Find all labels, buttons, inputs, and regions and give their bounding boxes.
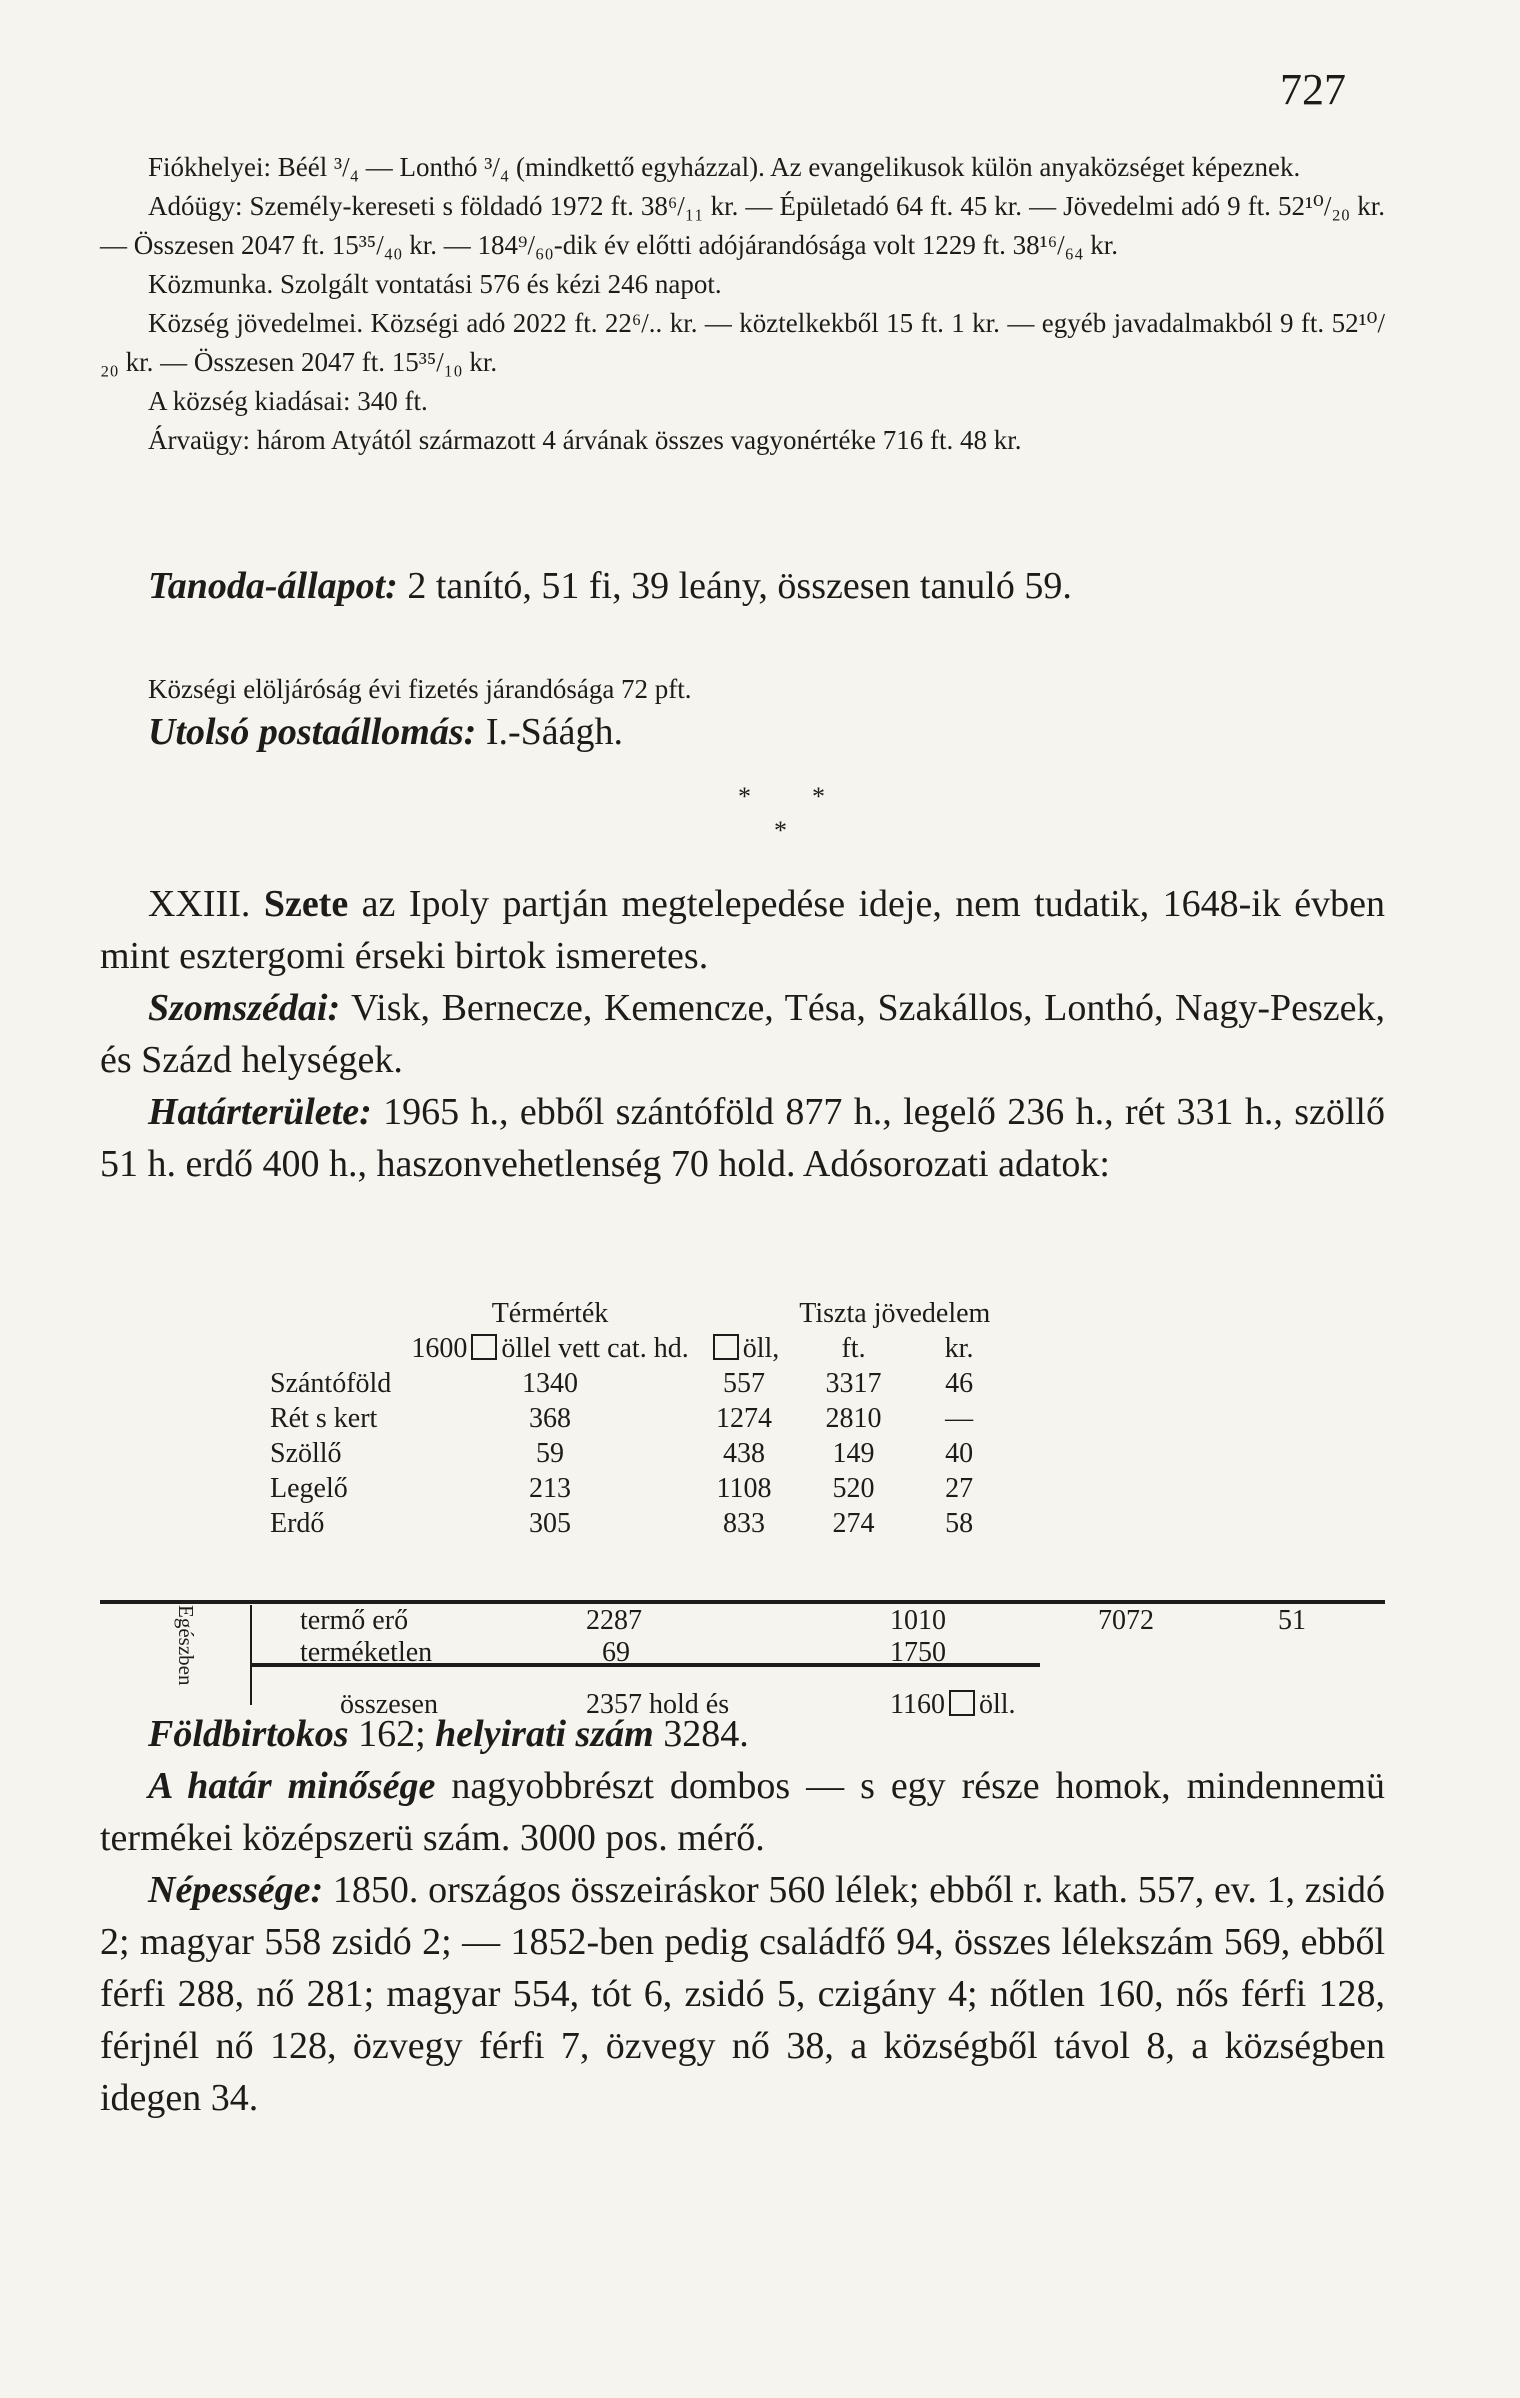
osszesen-oll-word: öll. xyxy=(978,1689,1016,1720)
row-kr: — xyxy=(945,1402,974,1434)
header-termertek: Térmérték xyxy=(491,1297,609,1329)
row-kr: 27 xyxy=(945,1472,974,1504)
row-kr: 58 xyxy=(945,1507,974,1539)
tanoda-head: Tanoda-állapot: xyxy=(148,565,398,607)
square-unit-icon xyxy=(471,1334,497,1360)
tanoda-text: 2 tanító, 51 fi, 39 leány, összesen tanuló 59. xyxy=(397,565,1072,607)
row-hold: 59 xyxy=(536,1437,564,1469)
osszesen-hold-word: hold és xyxy=(649,1689,730,1720)
land-table xyxy=(260,1296,1000,1541)
row-hold: 305 xyxy=(529,1507,571,1539)
vertical-label-text: Egészben xyxy=(174,1605,198,1686)
table-subheader-row xyxy=(260,1331,1000,1366)
star: * xyxy=(774,816,787,845)
termo-hold: 2287 xyxy=(586,1605,642,1636)
kozmunka-line: Közmunka. Szolgált vontatási 576 és kézi 246 napot. xyxy=(148,269,722,299)
row-ft: 274 xyxy=(832,1507,875,1539)
helyirati-head: helyirati szám xyxy=(435,1713,654,1755)
table-header-row xyxy=(260,1296,1000,1331)
eloljarosag-line xyxy=(100,670,1385,709)
row-name: Szöllő xyxy=(270,1437,342,1469)
posta-head: Utolsó postaállomás: xyxy=(148,711,477,753)
foldbirtokos-num: 162; xyxy=(348,1713,436,1755)
szomszedai-head: Szomszédai: xyxy=(148,987,341,1029)
row-ft: 149 xyxy=(832,1437,875,1469)
section-paragraph xyxy=(100,878,1385,1190)
osszesen-oll: 1160 xyxy=(890,1689,945,1720)
row-ft: 520 xyxy=(832,1472,875,1504)
star: * xyxy=(738,782,751,811)
kozseg-kiadasai-line: A község kiadásai: 340 ft. xyxy=(148,386,428,416)
section-name: Szete xyxy=(263,883,349,925)
tanoda-paragraph xyxy=(100,560,1385,612)
nepesseg-head: Népessége: xyxy=(148,1869,324,1911)
row-name: Erdő xyxy=(270,1507,325,1539)
kozseg-jovedelmei-line: Község jövedelmei. Községi adó 2022 ft. 22⁶/.. kr. — köztelkekből 15 ft. 1 kr. — egyéb javadalmakból 9 ft. 52¹⁰/₂₀ kr. — Összesen 2047 ft. 15³⁵/₁₀ kr. xyxy=(100,308,1385,377)
termo-label: termő erő xyxy=(300,1605,409,1636)
row-oll: 1108 xyxy=(716,1472,772,1504)
row-hold: 213 xyxy=(529,1472,571,1504)
summary-brace xyxy=(250,1605,262,1705)
hatar-text: 1965 h., ebből szántóföld 877 h., legelő 236 h., rét 331 h., szöllő 51 h. erdő 400 h., haszonvehetlenség 70 hold. Adósorozati adatok: xyxy=(100,1091,1385,1185)
sub-kr: kr. xyxy=(944,1332,974,1364)
minoseg-head: A határ minősége xyxy=(148,1765,436,1807)
sub-hold: 1600 xyxy=(411,1332,468,1364)
termeketlen-oll: 1750 xyxy=(890,1637,946,1668)
row-ft: 3317 xyxy=(825,1367,882,1399)
page-number: 727 xyxy=(1280,65,1346,114)
minoseg-text: nagyobbrészt dombos — s egy része homok, mindennemü termékei középszerü szám. 3000 pos. mérő. xyxy=(100,1765,1386,1859)
termeketlen-hold: 69 xyxy=(602,1637,630,1668)
table-divider-rule xyxy=(100,1600,1385,1604)
row-name: Legelő xyxy=(270,1472,348,1504)
foldbirtokos-head: Földbirtokos xyxy=(148,1713,349,1755)
row-name: Rét s kert xyxy=(270,1402,378,1434)
osszesen-hold: 2357 xyxy=(586,1689,642,1720)
sub-ft: ft. xyxy=(841,1332,866,1364)
fiokhelyei-line: Fiókhelyei: Béél ³/₄ — Lonthó ³/₄ (mindkettő egyházzal). Az evangelikusok külön anyaközséget képeznek. xyxy=(148,152,1301,182)
arvaugy-line: Árvaügy: három Atyától származott 4 árvának összes vagyonértéke 716 ft. 48 kr. xyxy=(148,425,1022,455)
sub-oll: öll, xyxy=(742,1332,780,1364)
row-oll: 1274 xyxy=(715,1402,772,1434)
table-row xyxy=(260,1506,1000,1541)
star: * xyxy=(812,782,825,811)
row-oll: 557 xyxy=(722,1367,765,1399)
table-row xyxy=(260,1366,1000,1401)
table-row xyxy=(260,1471,1000,1506)
top-small-text xyxy=(100,148,1385,460)
summary-rule xyxy=(250,1663,1040,1667)
row-hold: 1340 xyxy=(522,1367,578,1399)
posta-text: I.-Sáágh. xyxy=(476,711,623,753)
row-name: Szántóföld xyxy=(270,1367,392,1399)
bottom-paragraphs xyxy=(100,1708,1385,2124)
section-numeral: XXIII. xyxy=(148,883,251,925)
hatar-head: Határterülete: xyxy=(148,1091,372,1133)
row-hold: 368 xyxy=(529,1402,571,1434)
termo-oll: 1010 xyxy=(890,1605,946,1636)
section-text: az Ipoly partján megtelepedése ideje, nem tudatik, 1648-ik évben mint esztergomi érseki birtok ismeretes. xyxy=(100,883,1386,977)
row-kr: 46 xyxy=(945,1367,974,1399)
sub-hold2: öllel vett cat. hd. xyxy=(501,1332,689,1364)
posta-line xyxy=(100,706,1385,758)
termo-ft: 7072 xyxy=(1098,1605,1154,1636)
square-unit-icon xyxy=(713,1334,739,1360)
table-row xyxy=(260,1401,1000,1436)
vertical-label xyxy=(168,1605,204,1705)
table-row xyxy=(260,1436,1000,1471)
termo-kr: 51 xyxy=(1278,1605,1306,1636)
row-kr: 40 xyxy=(945,1437,974,1469)
row-ft: 2810 xyxy=(825,1402,882,1434)
adougy-line: Adóügy: Személy-kereseti s földadó 1972 ft. 38⁶/₁₁ kr. — Épületadó 64 ft. 45 kr. — Jövedelmi adó 9 ft. 52¹⁰/₂₀ kr. — Összesen 2047 ft. 15³⁵/₄₀ kr. — 184⁹/₆₀-dik év előtti adójárandósága volt 1229 ft. 38¹⁶/₆₄ kr. xyxy=(100,191,1385,260)
section-separator-stars xyxy=(0,778,1520,858)
row-oll: 438 xyxy=(722,1437,765,1469)
row-oll: 833 xyxy=(722,1507,765,1539)
termeketlen-label: terméketlen xyxy=(300,1637,433,1668)
osszesen-label: összesen xyxy=(340,1689,438,1720)
eloljarosag-text: Községi elöljáróság évi fizetés járandósága 72 pft. xyxy=(148,674,692,704)
szomszedai-text: Visk, Bernecze, Kemencze, Tésa, Szakállos, Lonthó, Nagy-Peszek, és Százd helységek. xyxy=(100,987,1385,1081)
nepesseg-text: 1850. országos összeiráskor 560 lélek; ebből r. kath. 557, ev. 1, zsidó 2; magyar 558 zsidó 2; — 1852-ben pedig családfő 94, összes lélekszám 569, ebből férfi 288, nő 281; magyar 554, tót 6, zsidó 5, czigány 4; nőtlen 160, nős férfi 128, férjnél nő 128, özvegy férfi 7, özvegy nő 38, a községből távol 8, a községben idegen 34. xyxy=(100,1869,1385,2119)
helyirati-num: 3284. xyxy=(653,1713,749,1755)
header-tiszta: Tiszta jövedelem xyxy=(799,1297,991,1329)
